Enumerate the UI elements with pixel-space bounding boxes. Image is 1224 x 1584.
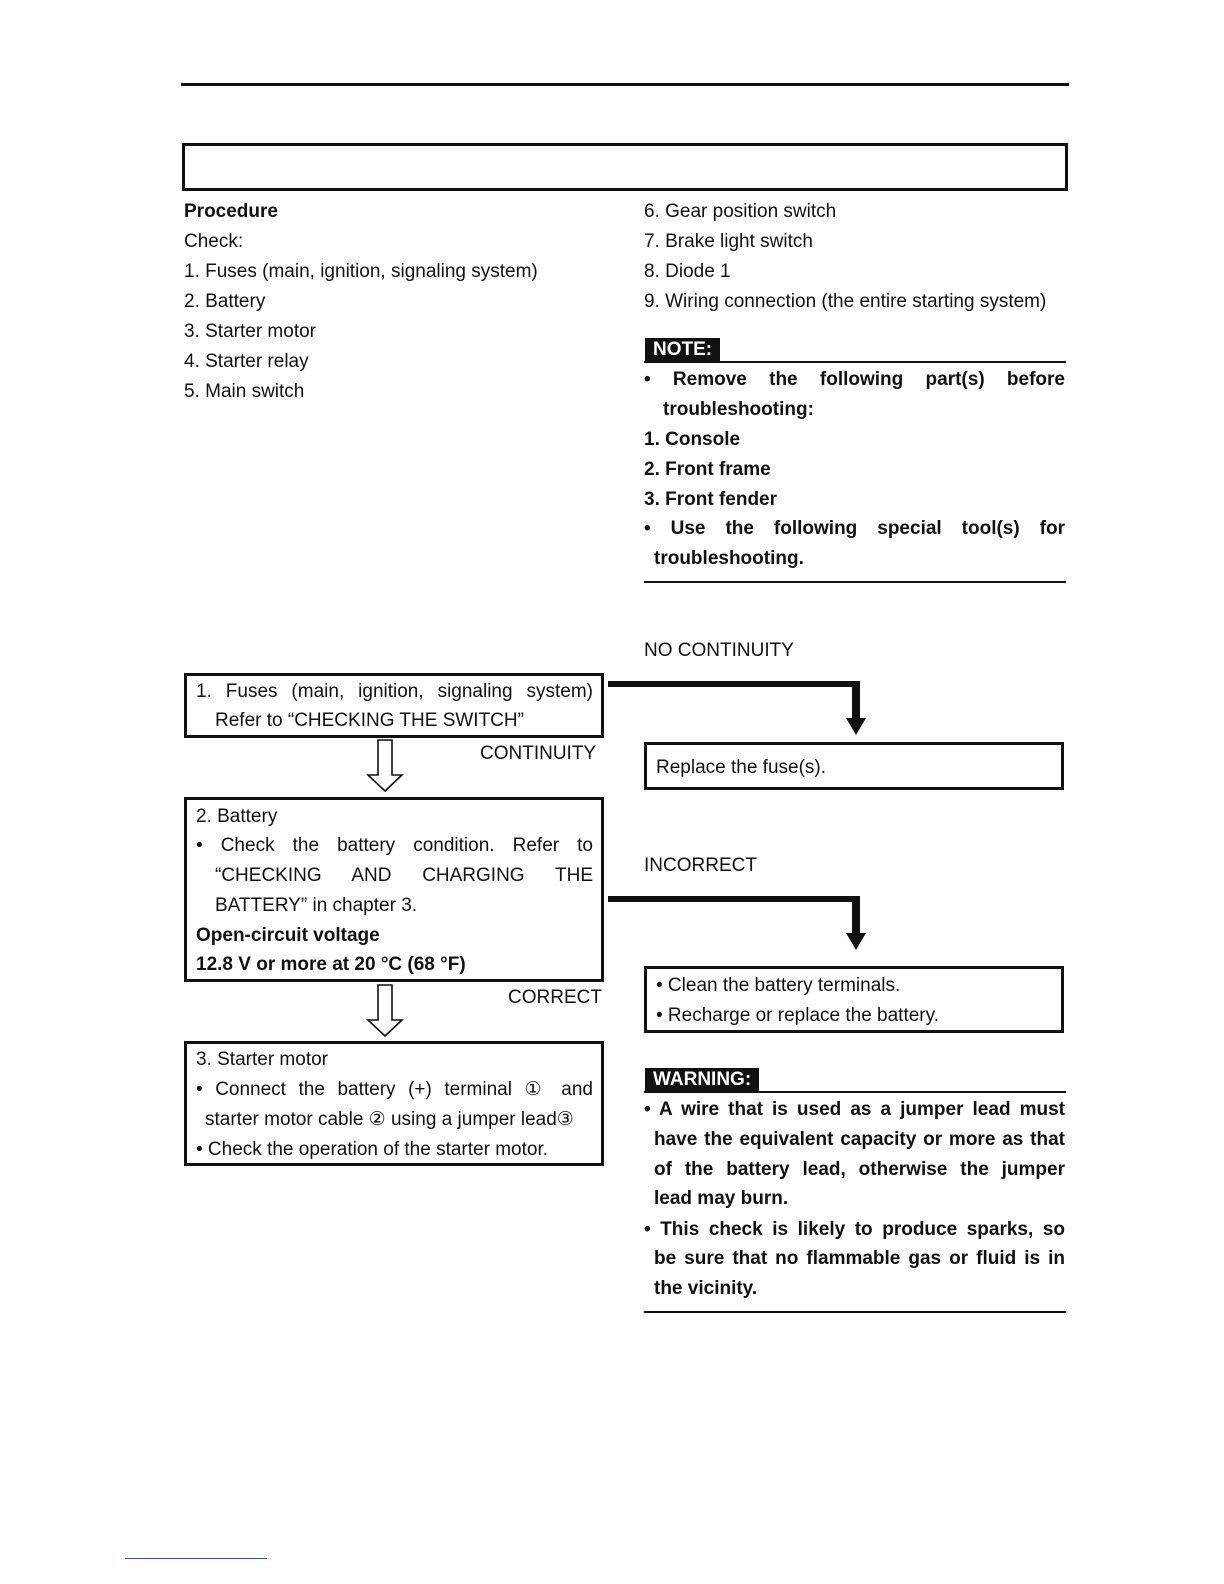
note-part: 2. Front frame: [644, 459, 771, 480]
header-rule: [181, 83, 1069, 86]
note-part: 3. Front fender: [644, 489, 778, 510]
procedure-item: 7. Brake light switch: [644, 231, 813, 252]
step3-line1: • Connect the battery (+) terminal ① and: [196, 1079, 593, 1100]
note-bullet-1-cont: troubleshooting:: [663, 399, 814, 420]
check-label: Check:: [184, 231, 244, 252]
step2-line1: • Check the battery condition. Refer to: [196, 835, 593, 856]
step3-title: 3. Starter motor: [196, 1049, 328, 1070]
note-bullet-2-cont: troubleshooting.: [654, 548, 804, 569]
step1-fail-label: NO CONTINUITY: [644, 640, 794, 661]
step2-fail-arrow: [608, 893, 868, 953]
note-bottom-rule: [644, 581, 1066, 583]
warning-top-rule: [644, 1091, 1066, 1093]
note-top-rule: [644, 361, 1066, 363]
warning-bottom-rule: [644, 1311, 1066, 1313]
warning-b1-l2: have the equivalent capacity or more as that: [654, 1129, 1065, 1150]
warning-b2-l1: • This check is likely to produce sparks, so: [644, 1219, 1065, 1240]
warning-b2-l3: the vicinity.: [654, 1278, 758, 1299]
step3-line3: • Check the operation of the starter motor.: [196, 1139, 549, 1160]
step1-pass-label: CONTINUITY: [480, 743, 597, 764]
step1-fail-action: Replace the fuse(s).: [656, 757, 827, 778]
step2-fail-label: INCORRECT: [644, 855, 757, 876]
step2-pass-label: CORRECT: [508, 987, 602, 1008]
procedure-item: 8. Diode 1: [644, 261, 731, 282]
warning-b1-l4: lead may burn.: [654, 1188, 789, 1209]
procedure-item: 3. Starter motor: [184, 321, 316, 342]
note-bullet-2: • Use the following special tool(s) for: [644, 518, 1065, 539]
step2-fail-action-2: • Recharge or replace the battery.: [656, 1005, 940, 1026]
procedure-item: 9. Wiring connection (the entire starting system): [644, 291, 1047, 312]
procedure-item: 2. Battery: [184, 291, 266, 312]
step1-fail-arrow: [608, 678, 868, 738]
warning-b2-l2: be sure that no flammable gas or fluid is in: [654, 1248, 1065, 1269]
procedure-item: 4. Starter relay: [184, 351, 309, 372]
step2-line2: “CHECKING AND CHARGING THE: [215, 865, 593, 886]
procedure-item: 6. Gear position switch: [644, 201, 837, 222]
warning-b1-l3: of the battery lead, otherwise the jumper: [654, 1159, 1065, 1180]
note-bullet-1: • Remove the following part(s) before: [644, 369, 1065, 390]
step3-line2: starter motor cable ② using a jumper lead③: [205, 1109, 574, 1130]
warning-label: WARNING:: [645, 1068, 759, 1092]
procedure-heading: Procedure: [184, 201, 278, 222]
procedure-item: 1. Fuses (main, ignition, signaling system): [184, 261, 538, 282]
procedure-item: 5. Main switch: [184, 381, 305, 402]
step2-spec-value: 12.8 V or more at 20 °C (68 °F): [196, 954, 466, 975]
note-label: NOTE:: [645, 338, 720, 362]
step2-spec-label: Open-circuit voltage: [196, 925, 380, 946]
warning-b1-l1: • A wire that is used as a jumper lead must: [644, 1099, 1065, 1120]
step2-line3: BATTERY” in chapter 3.: [215, 895, 418, 916]
step1-title: 1. Fuses (main, ignition, signaling system): [196, 681, 593, 702]
footnote-rule: [125, 1558, 267, 1559]
step1-refer: Refer to “CHECKING THE SWITCH”: [215, 710, 524, 731]
note-part: 1. Console: [644, 429, 741, 450]
step2-pass-arrow: [365, 984, 405, 1038]
section-title-box: [182, 143, 1068, 191]
step2-fail-action-1: • Clean the battery terminals.: [656, 975, 901, 996]
step2-title: 2. Battery: [196, 806, 278, 827]
step1-pass-arrow: [365, 739, 405, 793]
